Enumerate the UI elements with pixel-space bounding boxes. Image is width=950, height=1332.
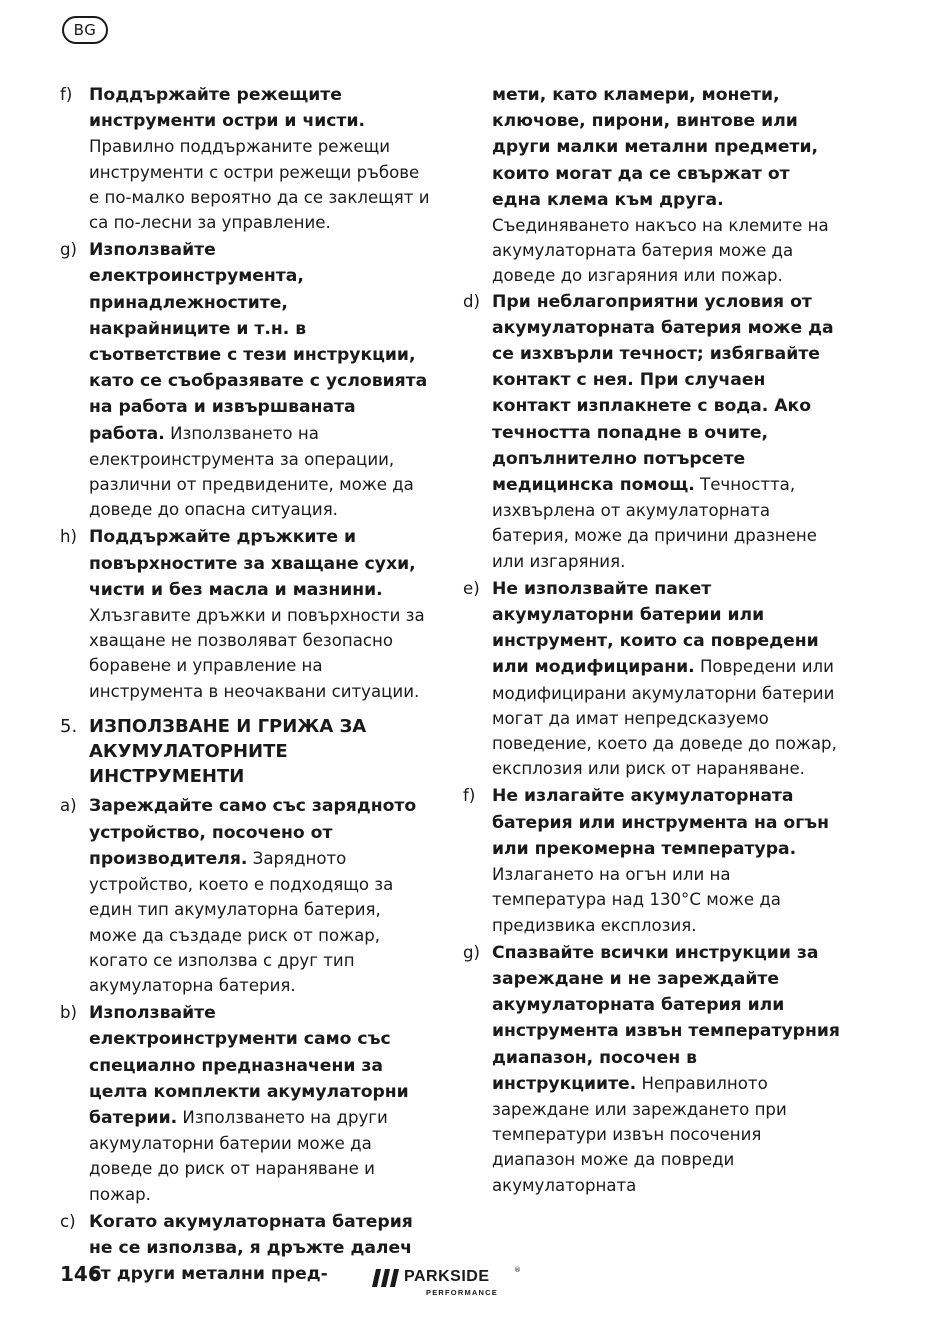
item-bold-text: Използвайте електроинструменти само със специално предназначени за целта комплекти акумулаторни батерии.	[89, 1003, 409, 1128]
item-marker: h)	[60, 527, 77, 547]
item-marker: f)	[463, 786, 476, 806]
parkside-logo	[372, 1266, 532, 1306]
item-body-text: Течността, изхвърлена от акумулаторната батерия, може да причини дразнене или изгаряния.	[492, 475, 817, 571]
item-body-text: Хлъзгавите дръжки и повърхности за хващане не позволяват безопасно боравене и управление на инструмента в неочаквани ситуации.	[89, 606, 425, 701]
item-bold-text: Не излагайте акумулаторната батерия или инструмента на огън или прекомерна температура.	[492, 786, 829, 859]
list-item-g	[60, 237, 430, 522]
list-item-f	[60, 82, 430, 235]
item-bold-text: Когато акумулаторната батерия не се използва, я дръжте далеч от други метални пред-	[89, 1211, 413, 1285]
brand-name: PARKSIDE	[404, 1268, 490, 1285]
left-column	[60, 82, 430, 1289]
page-number: 146	[60, 1262, 102, 1286]
list-item-e	[463, 576, 843, 782]
item-body-text: Зарядното устройство, което е подходящо за един тип акумулаторна батерия, може да създаде риск от пожар, когато се използва с друг тип акумулаторна батерия.	[89, 848, 394, 995]
item-body-text: Използването на електроинструмента за операции, различни от предвидените, може да доведе до опасна ситуация.	[89, 423, 414, 520]
item-bold-text: Използвайте електроинструмента, принадлежностите, накрайниците и т.н. в съответствие с тези инструкции, като се съобразявате с условията на работа и извършваната работа.	[89, 240, 428, 444]
registered-mark: ®	[514, 1266, 521, 1274]
item-bold-text: мети, като кламери, монети, ключове, пирони, винтове или други малки метални предмети, които могат да се свържат от една клема към друга.	[492, 85, 819, 210]
language-badge: BG	[62, 16, 108, 44]
item-bold-text: Поддържайте дръжките и повърхностите за хващане сухи, чисти и без масла и мазнини.	[89, 527, 416, 600]
list-item-c-continued	[463, 82, 843, 289]
item-bold-text: Не използвайте пакет акумулаторни батерии или инструмент, които са повредени или модифицирани.	[492, 578, 819, 678]
list-item-f-right	[463, 783, 843, 937]
item-marker: d)	[463, 291, 481, 311]
list-item-h	[60, 524, 430, 703]
list-item-b	[60, 1000, 430, 1207]
right-column	[463, 82, 843, 1200]
section-heading-5	[60, 714, 430, 790]
item-body-text: Съединяването накъсо на клемите на акумулаторната батерия може да доведе до изгаряния или пожар.	[492, 216, 829, 286]
item-bold-text: Зареждайте само със зарядното устройство, посочено от производителя.	[89, 796, 417, 869]
parkside-stripes-icon	[372, 1269, 402, 1287]
section-title: ИЗПОЛЗВАНЕ И ГРИЖА ЗА АКУМУЛАТОРНИТЕ ИНСТРУМЕНТИ	[89, 715, 367, 788]
item-marker: f)	[60, 85, 73, 104]
item-bold-text: Поддържайте режещите инструменти остри и чисти.	[89, 85, 366, 132]
item-body-text: Използването на други акумулаторни батерии може да доведе до риск от нараняване и пожар.	[89, 1107, 388, 1204]
item-body-text: Правилно поддържаните режещи инструменти с остри режещи ръбове е по-малко вероятно да се заклещят и са по-лесни за управление.	[89, 137, 430, 233]
list-item-d	[463, 289, 843, 574]
list-item-a	[60, 793, 430, 998]
item-bold-text: Спазвайте всички инструкции за зареждане и не зареждайте акумулаторната батерия или инструмента извън температурния диапазон, посочен в инструкциите.	[492, 942, 840, 1094]
item-body-text: Излагането на огън или на температура над 130°C може да предизвика експлозия.	[492, 865, 781, 935]
brand-subline: PERFORMANCE	[426, 1288, 498, 1297]
list-item-g-right	[463, 940, 843, 1198]
item-bold-text: При неблагоприятни условия от акумулаторната батерия може да се изхвърли течност; избягвайте контакт с нея. При случаен контакт изплакнете с вода. Ако течността попадне в очите, допълнително потърсете медицинска помощ.	[492, 291, 834, 496]
item-marker: a)	[60, 796, 77, 816]
item-marker: c)	[60, 1211, 76, 1231]
item-marker: b)	[60, 1003, 78, 1023]
item-marker: g)	[60, 240, 78, 260]
item-marker: e)	[463, 578, 480, 598]
section-number: 5.	[60, 715, 78, 737]
item-body-text: Повредени или модифицирани акумулаторни батерии могат да имат непредсказуемо поведение, което да доведе до пожар, експлозия или риск от нараняване.	[492, 657, 837, 779]
item-marker: g)	[463, 942, 481, 962]
item-body-text: Неправилното зареждане или зареждането при температури извън посочения диапазон може да повреди акумулаторната	[492, 1073, 787, 1195]
